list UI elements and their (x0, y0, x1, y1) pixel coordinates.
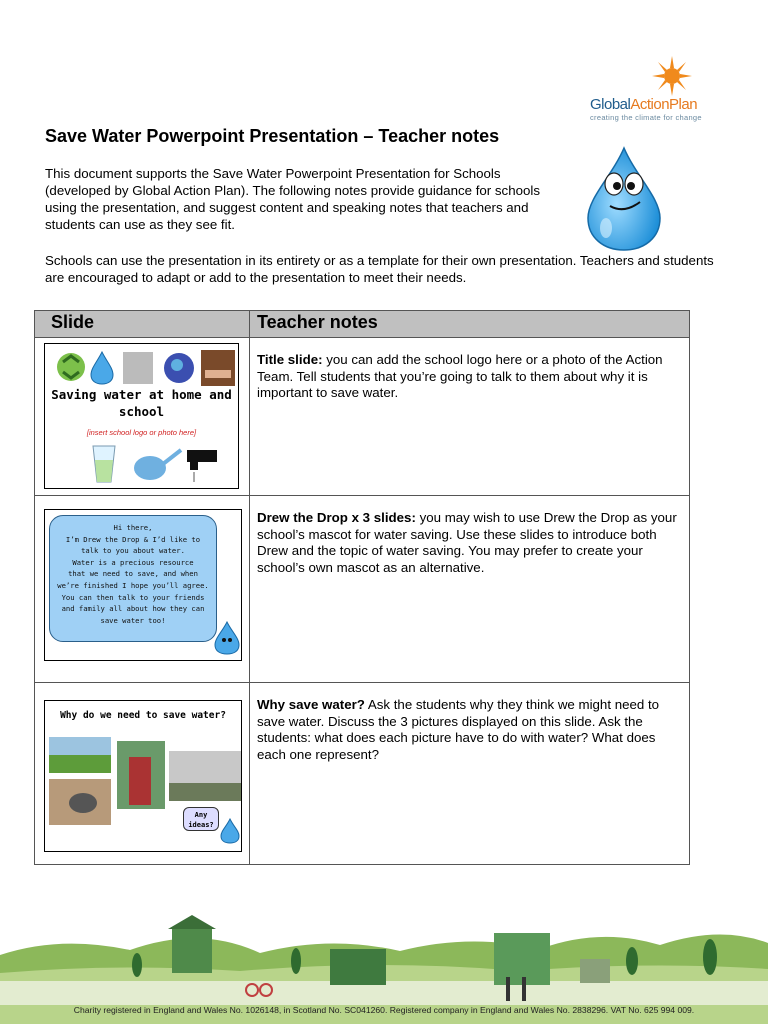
note-text: you can add the school logo here or a photo of the Action Team. Tell students that you’re going to talk to them about why it is important to save water. (257, 352, 663, 400)
slide-icons-row (45, 348, 239, 388)
drop-icon (91, 352, 113, 384)
drop-mascot-icon (219, 817, 241, 845)
intro-paragraph-2: Schools can use the presentation in its entirety or as a template for their own presentation. Teachers and students are encouraged to adapt or add to the presentation to meet their needs. (45, 253, 714, 285)
table-header-row (35, 311, 690, 338)
slide-photos (45, 731, 242, 851)
drew-slide-thumbnail (44, 509, 242, 661)
slide-bottom-icons (45, 442, 239, 486)
person-icon (522, 977, 526, 1001)
sun-icon (650, 56, 694, 96)
house-icon (172, 927, 212, 973)
why-save-water-thumbnail (44, 700, 242, 852)
tree-icon (626, 947, 638, 975)
speech-bubble (49, 515, 217, 642)
slide-title: Why do we need to save water? (60, 710, 226, 721)
intro-paragraph: This document supports the Save Water Powerpoint Presentation for Schools (developed by Global Action Plan). The following notes provide guidance for schools using the presentation, and suggest content and speaking notes that teachers and students can use as they see fit. (45, 166, 540, 232)
teacher-note (250, 496, 690, 683)
slide-thumbnail-cell (35, 683, 250, 865)
tap-icon (187, 450, 217, 482)
people-water-photo (117, 741, 165, 809)
logo-name-part2: ActionPlan (630, 96, 698, 113)
watering-can-icon (134, 450, 181, 480)
charity-registration-footer: Charity registered in England and Wales No. 1026148, in Scotland No. SC041260. Registered company in England and Wales No. 2838296. VAT No. 625 994 009. (73, 1005, 695, 1015)
elephant-photo (49, 779, 111, 825)
slide-title: Saving water at home and school (51, 387, 232, 419)
glass-icon (93, 446, 115, 482)
note-text: Ask the students why they think we might need to save water. Discuss the 3 pictures displayed on this slide. Ask the students: what does each picture have to do with water? What does each one represent? (257, 697, 660, 762)
tree-icon (703, 939, 717, 975)
table-row (35, 338, 690, 496)
header-slide: Slide (35, 311, 250, 338)
slide-placeholder-text: [insert school logo or photo here] (86, 428, 197, 437)
logo-name-part1: Global (590, 96, 631, 113)
school-icon (330, 949, 386, 985)
table-row (35, 496, 690, 683)
slide-thumbnail-cell (35, 338, 250, 496)
logo-name (590, 96, 697, 113)
tap-photo (123, 352, 153, 384)
drop-mascot-icon (213, 620, 242, 656)
slide-thumbnail-cell (35, 496, 250, 683)
drew-the-drop-mascot (584, 146, 664, 252)
power-station-photo (169, 751, 241, 801)
teacher-note (250, 683, 690, 865)
field-irrigation-photo (49, 737, 111, 773)
teacher-notes-table (34, 310, 690, 865)
recycle-icon (57, 353, 85, 381)
hand-water-photo (201, 350, 235, 386)
teacher-note (250, 338, 690, 496)
logo-tagline: creating the climate for change (590, 113, 702, 122)
person-icon (506, 977, 510, 1001)
title-slide-thumbnail (44, 343, 239, 489)
speech-bubble-text: Hi there, I’m Drew the Drop & I’d like to talk to you about water. Water is a precious resource that we need to save, and when we’re finished I hope you’ll agree. You can then talk to your friends and family all about how they can save water too! (57, 523, 209, 625)
note-label: Why save water? (257, 697, 365, 712)
global-action-plan-logo (586, 56, 736, 126)
note-text: you may wish to use Drew the Drop as your school’s mascot for water saving. Use these slides to introduce both Drew and the topic of water saving. You may prefer to create your school’s own mascot as an alternative. (257, 510, 677, 575)
speech-bubble: Any ideas? (183, 807, 219, 831)
table-row (35, 683, 690, 865)
tree-icon (291, 948, 301, 974)
note-label: Title slide: (257, 352, 323, 367)
tree-icon (132, 953, 142, 977)
page-title: Save Water Powerpoint Presentation – Teacher notes (45, 126, 500, 146)
note-label: Drew the Drop x 3 slides: (257, 510, 416, 525)
header-teacher-notes: Teacher notes (250, 311, 690, 338)
